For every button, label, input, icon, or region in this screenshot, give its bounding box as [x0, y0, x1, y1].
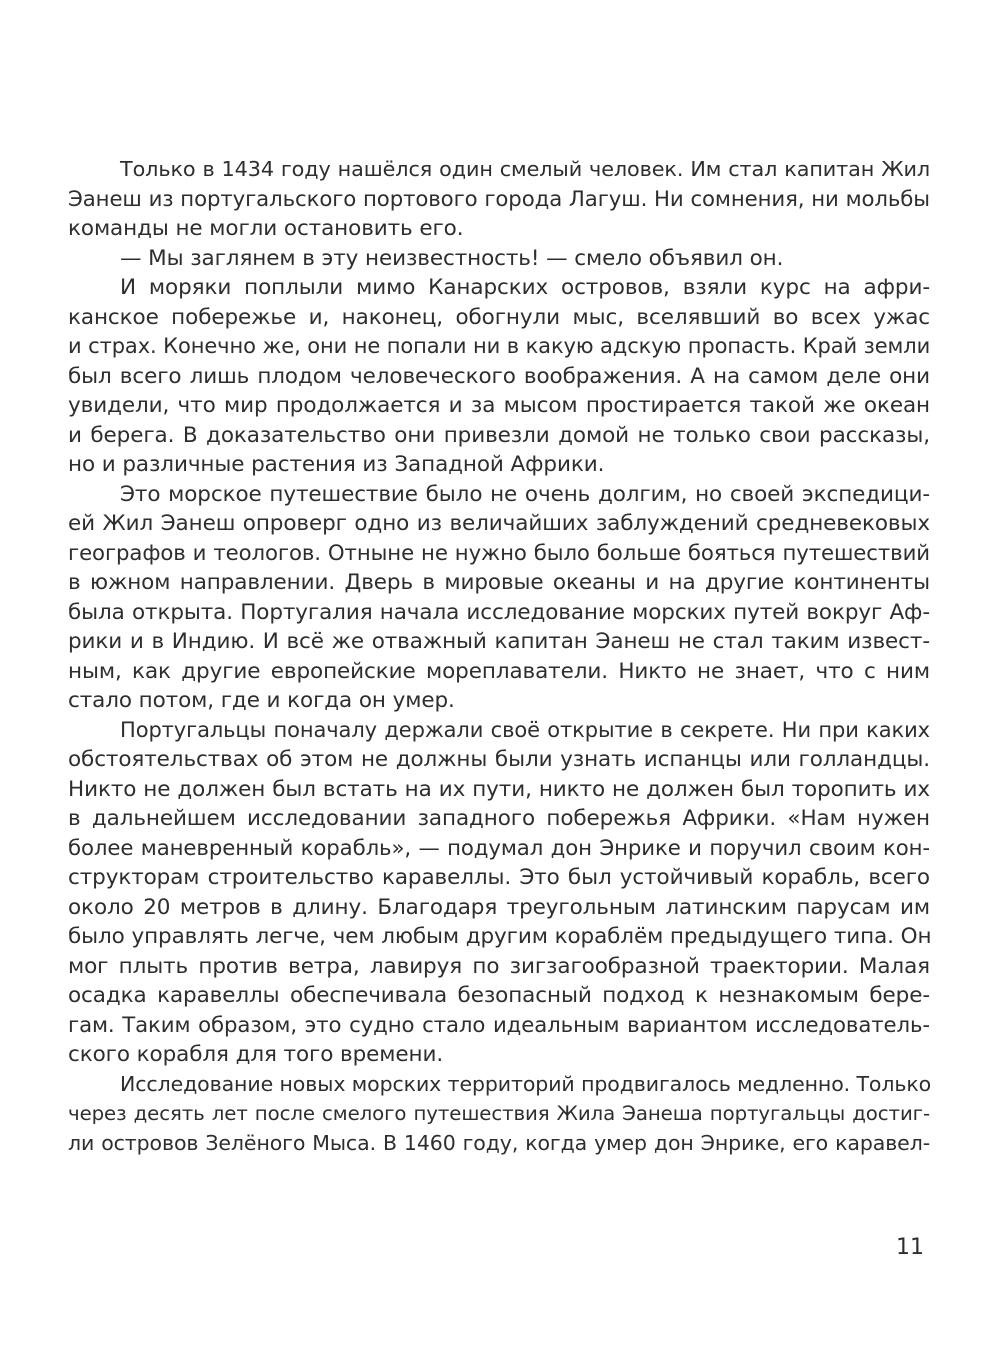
paragraph-1 — [68, 155, 930, 244]
text-line: было управлять легче, чем любым другим кораблём предыдущего типа. Он — [68, 924, 932, 949]
text-line: Только в 1434 году нашёлся один смелый человек. Им стал капитан Жил — [120, 157, 930, 181]
text-line: Это морское путешествие было не очень долгим, но своей экспедици- — [120, 481, 930, 507]
paragraph-2 — [68, 244, 930, 274]
paragraph-3 — [68, 273, 930, 480]
text-line: Исследование новых морских территорий продвигалось медленно. Только — [120, 1071, 932, 1096]
text-line: канское побережье и, наконец, обогнули мыс, вселявший во всех ужас — [68, 304, 930, 330]
text-line: — Мы заглянем в эту неизвестность! — смело объявил он. — [120, 245, 784, 271]
page-body — [68, 155, 930, 1158]
text-line: гам. Таким образом, это судно стало идеальным вариантом исследователь- — [68, 1012, 930, 1038]
text-line: и страх. Конечно же, они не попали ни в какую адскую пропасть. Край земли — [68, 334, 931, 358]
text-line: был всего лишь плодом человеческого воображения. А на самом деле они — [68, 363, 930, 389]
text-line: ского корабля для того времени. — [68, 1042, 444, 1067]
page-number: 11 — [896, 1235, 924, 1260]
text-line: и берега. В доказательство они привезли домой не только свои рассказы, — [68, 422, 930, 448]
paragraph-6 — [68, 1070, 930, 1159]
paragraph-4 — [68, 480, 930, 716]
text-line: Эанеш из португальского портового города Лагуш. Ни сомнения, ни мольбы — [68, 186, 930, 212]
text-line: была открыта. Португалия начала исследование морских путей вокруг Аф- — [68, 599, 930, 625]
text-line: увидели, что мир продолжается и за мысом простирается такой же океан — [68, 393, 930, 418]
text-line: более маневренный корабль», — подумал дон Энрике и поручил своим кон- — [68, 835, 930, 861]
text-line: в дальнейшем исследовании западного побережья Африки. «Нам нужен — [68, 806, 930, 831]
text-line: Португальцы поначалу держали своё открытие в секрете. Ни при каких — [120, 717, 930, 742]
text-line: осадка каравеллы обеспечивала безопасный подход к незнакомым бере- — [68, 983, 930, 1008]
text-line: ей Жил Эанеш опроверг одно из величайших заблуждений средневековых — [68, 511, 930, 536]
text-line: через десять лет после смелого путешествия Жила Эанеша португальцы достиг- — [68, 1102, 930, 1125]
text-line: ным, как другие европейские мореплаватели. Никто не знает, что с ним — [68, 658, 930, 684]
text-line: структорам строительство каравеллы. Это был устойчивый корабль, всего — [68, 865, 930, 890]
text-line: ли островов Зелёного Мыса. В 1460 году, когда умер дон Энрике, его каравел- — [68, 1130, 930, 1155]
text-line: команды не могли остановить его. — [68, 216, 464, 241]
text-line: около 20 метров в длину. Благодаря треугольным латинским парусам им — [68, 894, 930, 920]
text-line: обстоятельствах об этом не должны были узнать испанцы или голландцы. — [68, 747, 930, 772]
text-line: рики и в Индию. И всё же отважный капитан Эанеш не стал таким извест- — [68, 629, 930, 654]
text-line: стало потом, где и когда он умер. — [68, 688, 455, 713]
text-line: мог плыть против ветра, лавируя по зигзагообразной траектории. Малая — [68, 953, 930, 979]
text-line: но и различные растения из Западной Африки. — [68, 452, 605, 477]
text-line: Никто не должен был встать на их пути, никто не должен был торопить их — [68, 776, 930, 802]
text-line: И моряки поплыли мимо Канарских островов, взяли курс на афри- — [120, 275, 930, 300]
text-line: в южном направлении. Дверь в мировые океаны и на другие континенты — [68, 570, 930, 595]
paragraph-5 — [68, 716, 930, 1070]
text-line: географов и теологов. Отныне не нужно было больше бояться путешествий — [68, 540, 930, 566]
